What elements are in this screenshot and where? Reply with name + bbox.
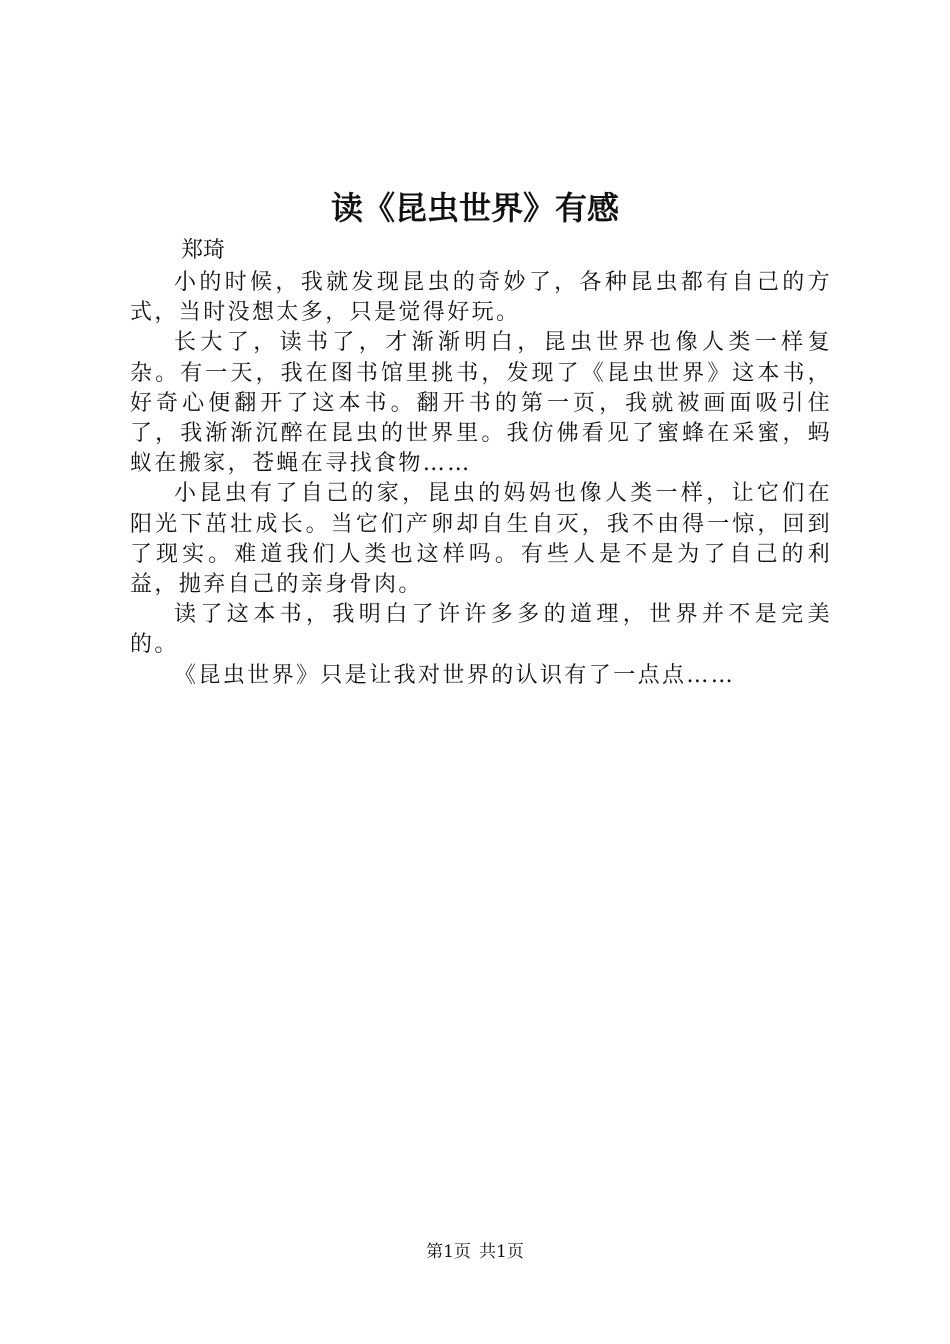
document-body bbox=[130, 268, 832, 691]
paragraph: 读了这本书，我明白了许许多多的道理，世界并不是完美的。 bbox=[130, 602, 832, 658]
author-name: 郑琦 bbox=[181, 238, 226, 263]
page-footer bbox=[0, 1241, 950, 1263]
paragraph: 小的时候，我就发现昆虫的奇妙了，各种昆虫都有自己的方式，当时没想太多，只是觉得好玩。 bbox=[130, 270, 832, 326]
document-title: 读《昆虫世界》有感 bbox=[330, 189, 619, 227]
paragraph: 长大了，读书了，才渐渐明白，昆虫世界也像人类一样复杂。有一天，我在图书馆里挑书，发现了《昆虫世界》这本书，好奇心便翻开了这本书。翻开书的第一页，我就被画面吸引住了，我渐渐沉醉在昆虫的世界里。我仿佛看见了蜜蜂在采蜜，蚂蚁在搬家，苍蝇在寻找食物…… bbox=[130, 330, 832, 477]
page-number: 第1页 bbox=[426, 1242, 471, 1262]
paragraph: 小昆虫有了自己的家，昆虫的妈妈也像人类一样，让它们在阳光下茁壮成长。当它们产卵却自生自灭，我不由得一惊，回到了现实。难道我们人类也这样吗。有些人是不是为了自己的利益，抛弃自己的亲身骨肉。 bbox=[130, 481, 832, 598]
page-count: 共1页 bbox=[479, 1242, 524, 1262]
paragraph: 《昆虫世界》只是让我对世界的认识有了一点点…… bbox=[174, 662, 736, 688]
